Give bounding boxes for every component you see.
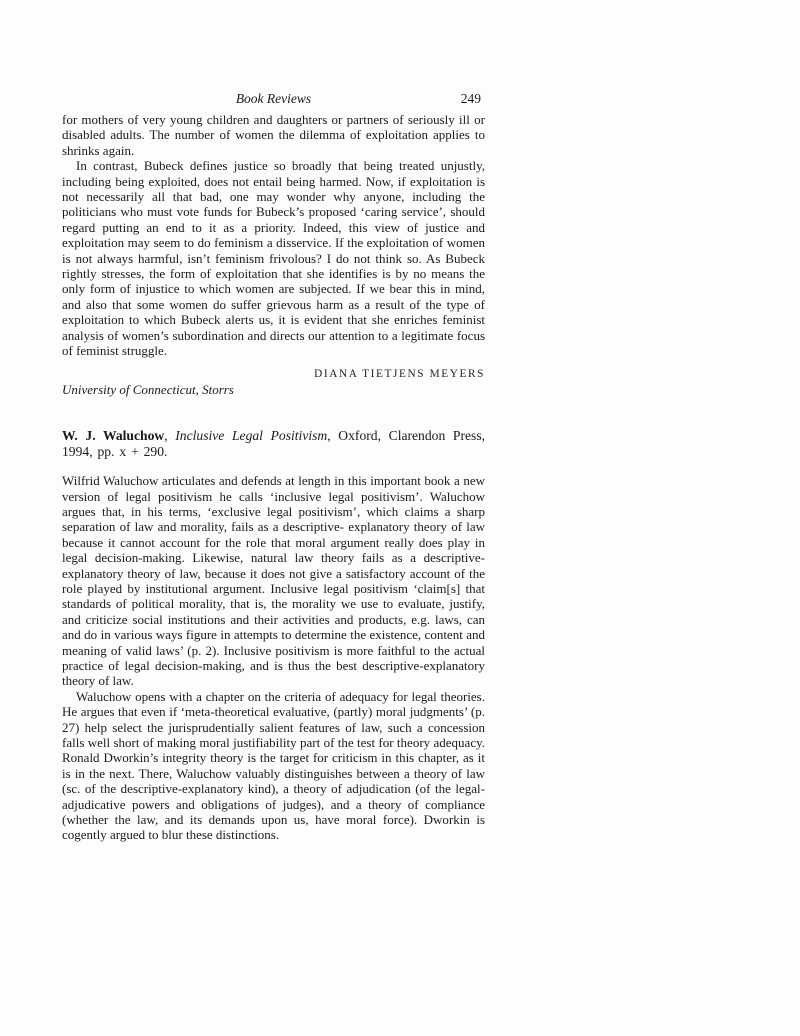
review-paragraph: In contrast, Bubeck defines justice so broadly that being treated unjustly, including being exploited, does not entail being harmed. Now, if exploitation is not necessarily all that bad, one may wonder why anyone, including the politicians who must vote funds for Bubeck’s proposed ‘caring service’, should regard putting an end to it as a priority. Indeed, this view of justice and exploitation may seem to do feminism a disservice. If the exploitation of women is not always harmful, isn’t feminism frivolous? I do not think so. As Bubeck rightly stresses, the form of exploitation that she identifies is by no means the only form of injustice to which women are subjected. If we bear this in mind, and also that some women do suffer grievous harm as a result of the type of exploitation to which Bubeck alerts us, it is evident that she enriches feminist analysis of women’s subordination and directs our attention to a legitimate focus of feminist struggle.: [62, 158, 485, 359]
book-review-heading: [62, 428, 485, 462]
page-number: 249: [460, 91, 481, 106]
heading-separator: ,: [164, 427, 176, 443]
book-author: W. J. Waluchow: [62, 427, 165, 443]
review-waluchow: [62, 428, 485, 843]
book-imprint: , Oxford, Clarendon Press, 1994, pp. x + 290.: [62, 427, 486, 460]
review-meyers: [62, 112, 485, 398]
review-paragraph: Wilfrid Waluchow articulates and defends at length in this important book a new version of legal positivism he calls ‘inclusive legal positivism’. Waluchow argues that, in his terms, ‘exclusive legal positivism’, which claims a sharp separation of law and morality, fails as a descriptive- explanatory theory of law because it cannot account for the role that moral argument really does play in legal decision-making. Likewise, natural law theory fails as a descriptive-explanatory theory of law, because it does not give a satisfactory account of the role played by institutional argument. Inclusive legal positivism ‘claim[s] that standards of political morality, that is, the morality we use to evaluate, justify, and criticize social institutions and their activities and products, e.g. laws, can and do in various ways figure in attempts to determine the existence, content and meaning of valid laws’ (p. 2). Inclusive positivism is more faithful to the actual practice of legal decision-making, and is thus the best descriptive-explanatory theory of law.: [62, 473, 485, 689]
review-paragraph: Waluchow opens with a chapter on the criteria of adequacy for legal theories. He argues that even if ‘meta-theoretical evaluative, (partly) moral judgments’ (p. 27) help select the jurisprudentially salient features of law, such a concession falls well short of making moral justifiability part of the test for theory adequacy. Ronald Dworkin’s integrity theory is the target for criticism in this chapter, as it is in the next. There, Waluchow valuably distinguishes between a theory of law (sc. of the descriptive-explanatory kind), a theory of adjudication (of the legal-adjudicative powers and obligations of judges), and a theory of compliance (whether the law, and its demands upon us, have moral force). Dworkin is cogently argued to blur these distinctions.: [62, 688, 485, 843]
running-head: [62, 91, 485, 106]
running-title: Book Reviews: [235, 91, 312, 106]
reviewer-name: DIANA TIETJENS MEYERS: [314, 367, 485, 380]
book-title: Inclusive Legal Positivism: [175, 427, 328, 443]
review-paragraph: for mothers of very young children and daughters or partners of seriously ill or disabled adults. The number of women the dilemma of exploitation applies to shrinks again.: [62, 112, 485, 158]
reviewer-affiliation: University of Connecticut, Storrs: [62, 381, 234, 397]
text-column: [62, 0, 485, 843]
